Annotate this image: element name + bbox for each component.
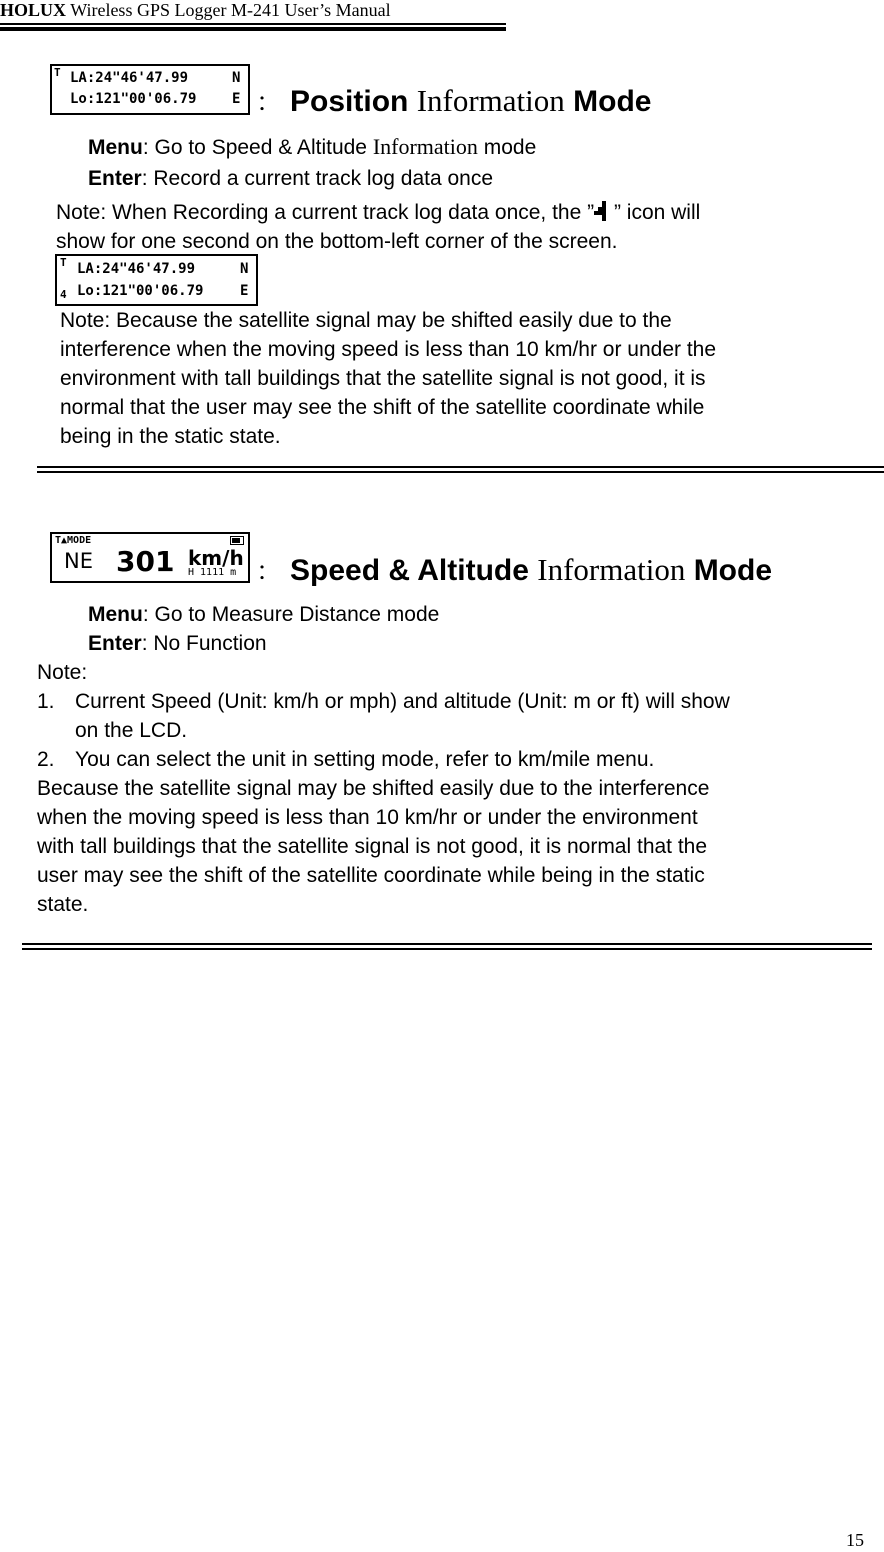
section-divider-bottom bbox=[37, 471, 884, 473]
note-label: Note: bbox=[37, 661, 88, 684]
signal-icon: T bbox=[54, 66, 61, 79]
lcd-lat-value: :24"46'47.99 bbox=[93, 261, 196, 277]
paragraph-line: with tall buildings that the satellite signal is not good, it is normal that the bbox=[37, 835, 708, 858]
menu-line-position bbox=[88, 132, 536, 162]
menu-line-speed bbox=[88, 600, 439, 629]
lcd-lat-label: LA bbox=[77, 261, 94, 277]
note-satellite-line: normal that the user may see the shift of the satellite coordinate while bbox=[60, 396, 705, 419]
note-recording-post: ” icon will bbox=[608, 201, 701, 224]
lcd-position-recording-screen bbox=[55, 254, 258, 306]
lcd-lon-direction: E bbox=[240, 283, 249, 299]
enter-text: : No Function bbox=[141, 632, 267, 655]
section-title-speed bbox=[256, 553, 772, 588]
menu-information: Information bbox=[372, 134, 478, 159]
lcd-speed-screen bbox=[50, 532, 250, 583]
menu-text: : Go to Measure Distance mode bbox=[142, 603, 440, 626]
header-brand: HOLUX bbox=[0, 0, 67, 20]
title-pre: Position bbox=[290, 85, 409, 118]
lcd-lon-value: :121"00'06.79 bbox=[93, 283, 204, 299]
section-title-position bbox=[256, 84, 651, 119]
menu-text-pre: : Go to Speed & Altitude bbox=[142, 136, 373, 159]
lcd-lat-value: :24"46'47.99 bbox=[86, 70, 189, 86]
lcd-position-screen bbox=[50, 64, 250, 115]
record-indicator-icon: 4 bbox=[60, 288, 67, 301]
signal-icon: T bbox=[60, 256, 67, 269]
title-post: Mode bbox=[573, 85, 652, 118]
lcd-lon-label: Lo bbox=[77, 283, 94, 299]
lcd-speed-unit: km/h bbox=[188, 546, 244, 570]
lcd-lat-direction: N bbox=[232, 70, 241, 86]
enter-line-speed bbox=[88, 629, 267, 658]
lcd-mode-indicator: T▲MODE bbox=[55, 535, 92, 546]
menu-key: Menu bbox=[88, 136, 143, 159]
note-recording-line2: show for one second on the bottom-left corner of the screen. bbox=[56, 230, 618, 253]
lcd-speed-value: 301 bbox=[116, 545, 175, 578]
enter-key: Enter bbox=[88, 167, 142, 190]
list-item-text: on the LCD. bbox=[75, 719, 188, 742]
title-information: Information bbox=[537, 552, 686, 587]
note-satellite-line: being in the static state. bbox=[60, 425, 281, 448]
lcd-longitude-row bbox=[77, 283, 203, 299]
note-satellite-line: environment with tall buildings that the satellite signal is not good, it is bbox=[60, 367, 706, 390]
section-divider-top bbox=[22, 943, 872, 945]
page-number: 15 bbox=[846, 1530, 864, 1550]
note-satellite-line: interference when the moving speed is less than 10 km/hr or under the bbox=[60, 338, 717, 361]
title-pre: Speed & Altitude bbox=[290, 554, 529, 587]
header-rule-thick bbox=[0, 27, 506, 31]
battery-icon bbox=[230, 536, 244, 545]
list-item-text: You can select the unit in setting mode, refer to km/mile menu. bbox=[75, 748, 655, 771]
running-header bbox=[0, 0, 391, 20]
lcd-latitude-row bbox=[70, 70, 188, 86]
paragraph-line: user may see the shift of the satellite coordinate while being in the static bbox=[37, 864, 705, 887]
header-title-text: Wireless GPS Logger M-241 User’s Manual bbox=[66, 0, 391, 20]
header-rule-thin bbox=[0, 23, 506, 25]
title-information: Information bbox=[416, 83, 565, 118]
lcd-longitude-row bbox=[70, 91, 196, 107]
lcd-lat-label: LA bbox=[70, 70, 87, 86]
lcd-altitude: H 1111 m bbox=[188, 567, 237, 578]
title-post: Mode bbox=[693, 554, 773, 587]
title-colon: ： bbox=[256, 556, 283, 586]
lcd-direction: NE bbox=[64, 549, 93, 573]
section-divider-bottom bbox=[22, 948, 872, 950]
list-item-text: Current Speed (Unit: km/h or mph) and altitude (Unit: m or ft) will show bbox=[75, 690, 730, 713]
note-recording-pre: Note: When Recording a current track log data once, the ” bbox=[56, 201, 595, 224]
record-icon bbox=[594, 201, 608, 221]
enter-line-position bbox=[88, 164, 493, 193]
lcd-lon-direction: E bbox=[232, 91, 241, 107]
enter-text: : Record a current track log data once bbox=[141, 167, 494, 190]
lcd-latitude-row bbox=[77, 261, 195, 277]
lcd-lon-value: :121"00'06.79 bbox=[86, 91, 197, 107]
menu-text-post: mode bbox=[477, 136, 537, 159]
note-satellite-line: Note: Because the satellite signal may be shifted easily due to the bbox=[60, 309, 672, 332]
list-item-number: 2. bbox=[37, 748, 55, 771]
note-recording-line1 bbox=[56, 198, 700, 227]
enter-key: Enter bbox=[88, 632, 142, 655]
lcd-lon-label: Lo bbox=[70, 91, 87, 107]
menu-key: Menu bbox=[88, 603, 143, 626]
lcd-lat-direction: N bbox=[240, 261, 249, 277]
paragraph-line: state. bbox=[37, 893, 89, 916]
paragraph-line: Because the satellite signal may be shifted easily due to the interference bbox=[37, 777, 710, 800]
title-colon: ： bbox=[256, 87, 283, 117]
list-item-number: 1. bbox=[37, 690, 55, 713]
section-divider-top bbox=[37, 466, 884, 468]
paragraph-line: when the moving speed is less than 10 km/hr or under the environment bbox=[37, 806, 698, 829]
